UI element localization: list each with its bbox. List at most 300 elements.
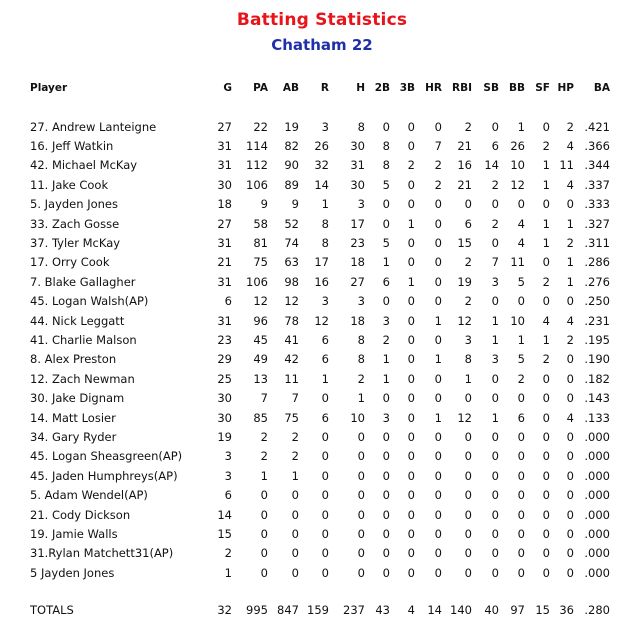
stat-cell-bb: 4: [517, 236, 525, 251]
stat-cell-pa: 22: [253, 119, 268, 134]
player-name-cell: 45. Logan Walsh(AP): [30, 294, 149, 309]
column-header-sf: SF: [535, 82, 550, 94]
stat-cell-g: 31: [217, 236, 232, 251]
column-header-ab: AB: [282, 82, 299, 94]
stat-cell-rbi: 16: [457, 158, 472, 173]
stat-cell-sb: 0: [491, 565, 499, 580]
stat-cell-sf: 0: [542, 294, 550, 309]
stat-cell-bb: 26: [510, 139, 525, 154]
stat-cell-3b: 0: [407, 313, 415, 328]
stat-cell-sf: 0: [542, 371, 550, 386]
stat-cell-rbi: 12: [457, 313, 472, 328]
stat-cell-3b: 0: [407, 294, 415, 309]
stat-cell-ab: 2: [291, 449, 299, 464]
stat-cell-bb: 0: [517, 526, 525, 541]
stat-cell-pa: 2: [260, 429, 268, 444]
stat-cell-ba: .000: [584, 565, 610, 580]
stat-cell-pa: 0: [260, 526, 268, 541]
stat-cell-r: 0: [321, 507, 329, 522]
stat-cell-pa: 7: [260, 391, 268, 406]
table-row: [0, 369, 610, 388]
stat-cell-hp: 0: [566, 391, 574, 406]
stat-cell-pa: 58: [253, 216, 268, 231]
stat-cell-sb: 7: [491, 255, 499, 270]
stat-cell-rbi: 19: [457, 274, 472, 289]
player-name-cell: 11. Jake Cook: [30, 177, 109, 192]
player-name-cell: 30. Jake Dignam: [30, 391, 125, 406]
stat-cell-ba: .190: [584, 352, 610, 367]
table-row: [0, 485, 610, 504]
stat-cell-2b: 2: [382, 332, 390, 347]
stat-cell-r: 6: [321, 352, 329, 367]
stat-cell-bb: 10: [510, 313, 525, 328]
stat-cell-3b: 0: [407, 468, 415, 483]
stat-cell-hp: 0: [566, 294, 574, 309]
stat-cell-ba: .276: [584, 274, 610, 289]
stat-cell-hr: 0: [434, 371, 442, 386]
stat-cell-g: 6: [224, 294, 232, 309]
stat-cell-sb: 3: [491, 274, 499, 289]
stat-cell-3b: 0: [407, 526, 415, 541]
stat-cell-ba: .333: [584, 197, 610, 212]
stat-cell-g: 30: [217, 177, 232, 192]
stat-cell-ba: .000: [584, 488, 610, 503]
stat-cell-2b: 0: [382, 449, 390, 464]
stat-cell-bb: 0: [517, 468, 525, 483]
stat-cell-g: 19: [217, 429, 232, 444]
stat-cell-r: 0: [321, 468, 329, 483]
table-row: [0, 311, 610, 330]
stat-cell-pa: 75: [253, 255, 268, 270]
stat-cell-2b: 1: [382, 371, 390, 386]
stat-cell-ba: .143: [584, 391, 610, 406]
stat-cell-sf: 0: [542, 546, 550, 561]
stat-cell-hr: 0: [434, 507, 442, 522]
stat-cell-r: 26: [314, 139, 329, 154]
stat-cell-bb: 11: [510, 255, 525, 270]
column-header-3b: 3B: [399, 82, 415, 94]
stat-cell-3b: 0: [407, 391, 415, 406]
stat-cell-hr: 2: [434, 158, 442, 173]
stat-cell-hr: 1: [434, 313, 442, 328]
column-header-2b: 2B: [374, 82, 390, 94]
stat-cell-2b: 0: [382, 216, 390, 231]
stat-cell-h: 0: [357, 565, 365, 580]
stat-cell-rbi: 0: [464, 546, 472, 561]
stat-cell-h: 0: [357, 526, 365, 541]
stat-cell-bb: 12: [510, 177, 525, 192]
stat-cell-g: 6: [224, 488, 232, 503]
stat-cell-ba: .344: [584, 158, 610, 173]
stat-cell-sf: 0: [542, 565, 550, 580]
stat-cell-sf: 0: [542, 507, 550, 522]
stat-cell-2b: 0: [382, 429, 390, 444]
stat-cell-h: 237: [343, 603, 365, 618]
stat-cell-hp: 4: [566, 313, 574, 328]
table-row: [0, 350, 610, 369]
stat-cell-sb: 0: [491, 546, 499, 561]
stat-cell-ba: .280: [584, 603, 610, 618]
stat-cell-sb: 0: [491, 371, 499, 386]
stat-cell-h: 27: [350, 274, 365, 289]
player-name-cell: 12. Zach Newman: [30, 371, 135, 386]
column-header-pa: PA: [253, 82, 268, 94]
stat-cell-sb: 1: [491, 332, 499, 347]
table-row: [0, 233, 610, 252]
stat-cell-pa: 81: [253, 236, 268, 251]
stat-cell-ba: .250: [584, 294, 610, 309]
stat-cell-sb: 2: [491, 216, 499, 231]
stat-cell-hr: 0: [434, 468, 442, 483]
stat-cell-g: 14: [217, 507, 232, 522]
stat-cell-ba: .421: [584, 119, 610, 134]
stat-cell-bb: 0: [517, 565, 525, 580]
stat-cell-sb: 0: [491, 526, 499, 541]
stat-cell-sf: 1: [542, 236, 550, 251]
stat-cell-sf: 2: [542, 352, 550, 367]
table-row: [0, 330, 610, 349]
stat-cell-g: 15: [217, 526, 232, 541]
team-subtitle: Chatham 22: [271, 36, 373, 54]
stat-cell-rbi: 12: [457, 410, 472, 425]
stat-cell-g: 31: [217, 313, 232, 328]
stat-cell-ba: .000: [584, 429, 610, 444]
stat-cell-g: 32: [217, 603, 232, 618]
stat-cell-pa: 106: [246, 177, 268, 192]
stat-cell-rbi: 2: [464, 255, 472, 270]
stat-cell-ba: .337: [584, 177, 610, 192]
stat-cell-hr: 7: [434, 139, 442, 154]
stat-cell-h: 18: [350, 313, 365, 328]
stat-cell-ba: .133: [584, 410, 610, 425]
player-name-cell: 14. Matt Losier: [30, 410, 116, 425]
stat-cell-hr: 0: [434, 294, 442, 309]
table-row: [0, 253, 610, 272]
column-header-sb: SB: [483, 82, 499, 94]
stat-cell-2b: 0: [382, 468, 390, 483]
stat-cell-pa: 0: [260, 488, 268, 503]
table-row: [0, 136, 610, 155]
stat-cell-3b: 0: [407, 449, 415, 464]
column-header-hp: HP: [557, 82, 574, 94]
stat-cell-g: 29: [217, 352, 232, 367]
stat-cell-ba: .000: [584, 526, 610, 541]
table-row: [0, 156, 610, 175]
stat-cell-ab: 11: [284, 371, 299, 386]
stat-cell-rbi: 15: [457, 236, 472, 251]
stat-cell-sb: 6: [491, 139, 499, 154]
stat-cell-r: 0: [321, 526, 329, 541]
stat-cell-g: 31: [217, 158, 232, 173]
stat-cell-ab: 75: [284, 410, 299, 425]
table-row: [0, 408, 610, 427]
stat-cell-rbi: 0: [464, 526, 472, 541]
player-name-cell: 41. Charlie Malson: [30, 332, 137, 347]
stat-cell-r: 0: [321, 546, 329, 561]
stat-cell-sf: 2: [542, 274, 550, 289]
stat-cell-3b: 0: [407, 119, 415, 134]
stat-cell-2b: 0: [382, 507, 390, 522]
stat-cell-hp: 36: [559, 603, 574, 618]
stat-cell-2b: 0: [382, 197, 390, 212]
player-name-cell: 17. Orry Cook: [30, 255, 110, 270]
player-name-cell: 7. Blake Gallagher: [30, 274, 136, 289]
stat-cell-hr: 0: [434, 119, 442, 134]
stat-cell-3b: 0: [407, 429, 415, 444]
spacer-row: [0, 582, 610, 599]
stat-cell-sb: 0: [491, 449, 499, 464]
stat-cell-bb: 97: [510, 603, 525, 618]
stat-cell-sb: 0: [491, 197, 499, 212]
stat-cell-rbi: 2: [464, 119, 472, 134]
stat-cell-ab: 90: [284, 158, 299, 173]
stat-cell-rbi: 0: [464, 565, 472, 580]
player-name-cell: 45. Jaden Humphreys(AP): [30, 468, 178, 483]
player-name-cell: 34. Gary Ryder: [30, 429, 117, 444]
stat-cell-hp: 0: [566, 488, 574, 503]
column-header-player: Player: [30, 82, 68, 94]
stat-cell-hr: 1: [434, 352, 442, 367]
stat-cell-2b: 0: [382, 546, 390, 561]
stat-cell-h: 17: [350, 216, 365, 231]
table-row: [0, 563, 610, 582]
stat-cell-sb: 0: [491, 294, 499, 309]
stat-cell-h: 0: [357, 488, 365, 503]
stat-cell-sf: 1: [542, 216, 550, 231]
stat-cell-3b: 0: [407, 139, 415, 154]
stat-cell-2b: 3: [382, 410, 390, 425]
stat-cell-bb: 2: [517, 371, 525, 386]
stat-cell-3b: 0: [407, 236, 415, 251]
stat-cell-sf: 0: [542, 255, 550, 270]
player-name-cell: 33. Zach Gosse: [30, 216, 120, 231]
stat-cell-h: 0: [357, 449, 365, 464]
stat-cell-hp: 0: [566, 429, 574, 444]
player-name-cell: 37. Tyler McKay: [30, 236, 121, 251]
stat-cell-bb: 5: [517, 274, 525, 289]
stat-cell-r: 0: [321, 391, 329, 406]
stat-cell-pa: 85: [253, 410, 268, 425]
stat-cell-ba: .000: [584, 546, 610, 561]
table-row: [0, 388, 610, 407]
stat-cell-g: 25: [217, 371, 232, 386]
stat-cell-hp: 0: [566, 526, 574, 541]
stat-cell-sb: 2: [491, 177, 499, 192]
stat-cell-bb: 0: [517, 197, 525, 212]
stat-cell-2b: 5: [382, 177, 390, 192]
stat-cell-hp: 0: [566, 546, 574, 561]
player-name-cell: 16. Jeff Watkin: [30, 139, 114, 154]
stat-cell-sb: 0: [491, 391, 499, 406]
stat-cell-ab: 19: [284, 119, 299, 134]
stat-cell-3b: 0: [407, 177, 415, 192]
stat-cell-rbi: 21: [457, 139, 472, 154]
stat-cell-h: 3: [357, 197, 365, 212]
stat-cell-hp: 1: [566, 274, 574, 289]
stat-cell-hr: 0: [434, 236, 442, 251]
stat-cell-2b: 6: [382, 274, 390, 289]
stat-cell-h: 1: [357, 391, 365, 406]
stat-cell-h: 0: [357, 507, 365, 522]
stat-cell-sb: 14: [484, 158, 499, 173]
stat-cell-sb: 0: [491, 236, 499, 251]
stat-cell-ba: .327: [584, 216, 610, 231]
stat-cell-ab: 41: [284, 332, 299, 347]
stat-cell-hr: 0: [434, 429, 442, 444]
stat-cell-ab: 847: [277, 603, 299, 618]
stat-cell-hp: 0: [566, 449, 574, 464]
stat-cell-ab: 78: [284, 313, 299, 328]
stat-cell-ba: .311: [584, 236, 610, 251]
stat-cell-g: 30: [217, 410, 232, 425]
stat-cell-h: 30: [350, 177, 365, 192]
stat-cell-3b: 0: [407, 565, 415, 580]
stat-cell-h: 0: [357, 546, 365, 561]
stat-cell-r: 1: [321, 371, 329, 386]
stat-cell-bb: 0: [517, 449, 525, 464]
stat-cell-h: 8: [357, 352, 365, 367]
stat-cell-rbi: 1: [464, 371, 472, 386]
stat-cell-hp: 0: [566, 371, 574, 386]
stat-cell-pa: 106: [246, 274, 268, 289]
stat-cell-sb: 0: [491, 429, 499, 444]
stat-cell-r: 12: [314, 313, 329, 328]
stat-cell-sf: 0: [542, 391, 550, 406]
table-row: [0, 175, 610, 194]
stat-cell-rbi: 6: [464, 216, 472, 231]
stat-cell-2b: 0: [382, 488, 390, 503]
stat-cell-pa: 0: [260, 507, 268, 522]
stat-cell-2b: 8: [382, 158, 390, 173]
stat-cell-ab: 7: [291, 391, 299, 406]
stat-cell-g: 30: [217, 391, 232, 406]
stat-cell-r: 6: [321, 410, 329, 425]
stat-cell-r: 32: [314, 158, 329, 173]
stat-cell-ba: .000: [584, 507, 610, 522]
stat-cell-rbi: 0: [464, 468, 472, 483]
table-row: [0, 195, 610, 214]
stat-cell-pa: 995: [246, 603, 268, 618]
stat-cell-hp: 0: [566, 507, 574, 522]
stat-cell-bb: 0: [517, 294, 525, 309]
stat-cell-sb: 40: [484, 603, 499, 618]
stat-cell-r: 6: [321, 332, 329, 347]
stat-cell-sb: 3: [491, 352, 499, 367]
table-row: [0, 447, 610, 466]
stat-cell-ab: 9: [291, 197, 299, 212]
stat-cell-rbi: 140: [450, 603, 472, 618]
stat-cell-bb: 0: [517, 507, 525, 522]
stat-cell-pa: 2: [260, 449, 268, 464]
stat-cell-hr: 0: [434, 488, 442, 503]
stat-cell-hr: 0: [434, 391, 442, 406]
stat-cell-2b: 43: [375, 603, 390, 618]
stat-cell-pa: 13: [253, 371, 268, 386]
stat-cell-h: 0: [357, 429, 365, 444]
stat-cell-2b: 0: [382, 391, 390, 406]
stat-cell-sf: 0: [542, 119, 550, 134]
column-header-hr: HR: [425, 82, 442, 94]
stat-cell-h: 10: [350, 410, 365, 425]
stat-cell-h: 30: [350, 139, 365, 154]
player-name-cell: 42. Michael McKay: [30, 158, 138, 173]
stat-cell-ab: 0: [291, 507, 299, 522]
stat-cell-bb: 0: [517, 429, 525, 444]
page-title: Batting Statistics: [236, 10, 408, 30]
stat-cell-hp: 0: [566, 352, 574, 367]
stat-cell-pa: 45: [253, 332, 268, 347]
stat-cell-2b: 8: [382, 139, 390, 154]
stat-cell-3b: 0: [407, 352, 415, 367]
stat-cell-bb: 5: [517, 352, 525, 367]
stat-cell-ab: 12: [284, 294, 299, 309]
stat-cell-pa: 112: [246, 158, 268, 173]
stat-cell-3b: 0: [407, 488, 415, 503]
stat-cell-ba: .195: [584, 332, 610, 347]
stat-cell-h: 2: [357, 371, 365, 386]
stat-cell-r: 16: [314, 274, 329, 289]
stat-cell-2b: 3: [382, 313, 390, 328]
stat-cell-g: 18: [217, 197, 232, 212]
stat-cell-bb: 0: [517, 391, 525, 406]
player-name-cell: 31.Rylan Matchett31(AP): [30, 546, 174, 561]
player-name-cell: TOTALS: [30, 603, 74, 618]
stat-cell-sf: 0: [542, 526, 550, 541]
stat-cell-hp: 4: [566, 177, 574, 192]
stat-cell-h: 0: [357, 468, 365, 483]
stat-cell-rbi: 0: [464, 449, 472, 464]
stat-cell-hp: 4: [566, 410, 574, 425]
stat-cell-r: 17: [314, 255, 329, 270]
stat-cell-r: 14: [314, 177, 329, 192]
stat-cell-hr: 0: [434, 565, 442, 580]
column-header-ba: BA: [593, 82, 610, 94]
player-name-cell: 5 Jayden Jones: [30, 565, 115, 580]
stat-cell-ab: 0: [291, 546, 299, 561]
stat-cell-r: 1: [321, 197, 329, 212]
table-row: [0, 292, 610, 311]
table-row: [0, 272, 610, 291]
stat-cell-h: 8: [357, 119, 365, 134]
stat-cell-sf: 1: [542, 158, 550, 173]
stat-cell-pa: 49: [253, 352, 268, 367]
totals-row: [0, 599, 610, 621]
stat-cell-h: 23: [350, 236, 365, 251]
stat-cell-hp: 11: [559, 158, 574, 173]
stat-cell-hp: 2: [566, 236, 574, 251]
stat-cell-ab: 42: [284, 352, 299, 367]
stat-cell-ab: 1: [291, 468, 299, 483]
stat-cell-hr: 0: [434, 332, 442, 347]
player-name-cell: 8. Alex Preston: [30, 352, 117, 367]
stat-cell-g: 3: [224, 468, 232, 483]
stat-cell-bb: 4: [517, 216, 525, 231]
player-name-cell: 5. Adam Wendel(AP): [30, 488, 148, 503]
stat-cell-hp: 1: [566, 216, 574, 231]
stat-cell-sf: 1: [542, 332, 550, 347]
stat-cell-rbi: 21: [457, 177, 472, 192]
stat-cell-3b: 0: [407, 507, 415, 522]
stat-cell-rbi: 0: [464, 429, 472, 444]
table-row: [0, 427, 610, 446]
stat-cell-ba: .182: [584, 371, 610, 386]
stat-cell-r: 8: [321, 236, 329, 251]
stat-cell-hp: 2: [566, 119, 574, 134]
stat-cell-rbi: 8: [464, 352, 472, 367]
stat-cell-bb: 1: [517, 332, 525, 347]
stat-cell-bb: 1: [517, 119, 525, 134]
column-header-h: H: [356, 82, 365, 94]
